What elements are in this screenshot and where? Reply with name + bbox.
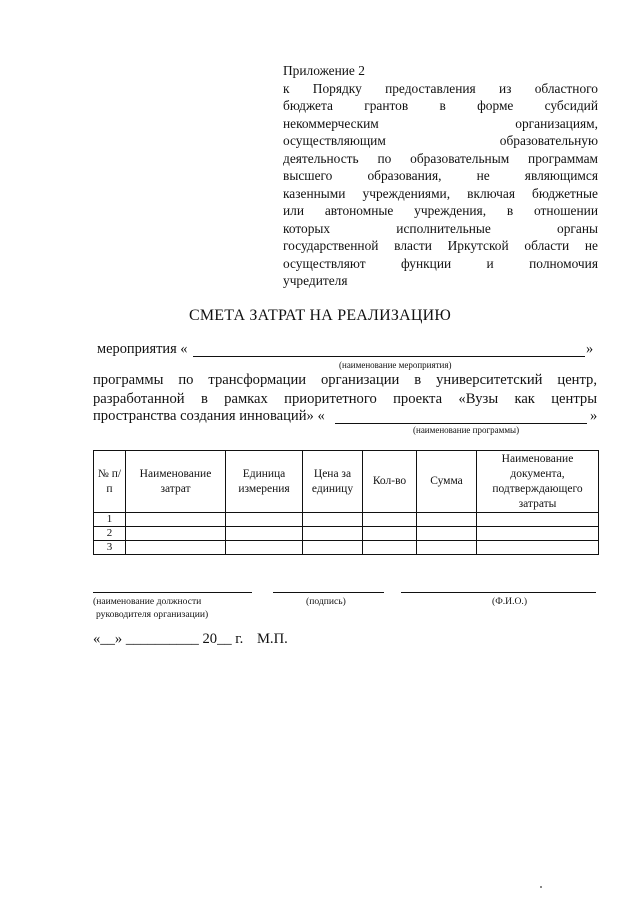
table-cell[interactable]: [303, 541, 363, 555]
signature-caption: (подпись): [306, 596, 346, 607]
annex-line: некоммерческим организациям,: [283, 115, 598, 131]
table-cell[interactable]: [477, 527, 599, 541]
signature-field[interactable]: [273, 592, 384, 593]
annex-line: государственной власти Иркутской области не: [283, 238, 598, 253]
table-header-row: [94, 451, 599, 513]
table-cell[interactable]: [363, 527, 417, 541]
table-cell[interactable]: [226, 541, 303, 555]
date-line: [93, 631, 288, 648]
table-cell[interactable]: [477, 513, 599, 527]
program-paragraph: [93, 371, 597, 408]
annex-line: осуществляют функции и полномочия: [283, 255, 598, 271]
event-prefix: мероприятия «: [97, 341, 188, 357]
position-caption: [93, 596, 208, 621]
date-year[interactable]: 20__ г.: [202, 631, 244, 647]
annex-header: [283, 62, 598, 290]
column-header-quantity: Кол-во: [363, 451, 417, 513]
full-name-caption: (Ф.И.О.): [492, 596, 528, 607]
annex-line: бюджета грантов в форме субсидий: [283, 98, 598, 113]
document-title: СМЕТА ЗАТРАТ НА РЕАЛИЗАЦИЮ: [189, 307, 451, 324]
column-header-unit: Единица измерения: [226, 451, 303, 513]
annex-line: учредителя: [283, 273, 348, 288]
table-cell[interactable]: [303, 513, 363, 527]
table-row: [94, 541, 599, 555]
program-line: разработанной в рамках приоритетного проекта «Вузы как центры: [93, 390, 597, 407]
column-header-unit-price: Цена за единицу: [303, 451, 363, 513]
annex-line: казенными учреждениями, включая бюджетные: [283, 185, 598, 201]
table-cell[interactable]: [303, 527, 363, 541]
date-day[interactable]: «__»: [93, 631, 123, 647]
row-number: 2: [94, 527, 126, 541]
annex-line: деятельность по образовательным программам: [283, 150, 598, 166]
row-number: 1: [94, 513, 126, 527]
table-cell[interactable]: [226, 527, 303, 541]
column-header-document: Наименование документа, подтверждающего затраты: [477, 451, 599, 513]
program-last-suffix: »: [590, 408, 598, 424]
table-cell[interactable]: [363, 541, 417, 555]
table-cell[interactable]: [363, 513, 417, 527]
event-name-field[interactable]: [193, 356, 585, 357]
annex-line: или автономные учреждения, в отношении: [283, 203, 598, 218]
table-cell[interactable]: [226, 513, 303, 527]
full-name-field[interactable]: [401, 592, 596, 593]
row-number: 3: [94, 541, 126, 555]
position-caption-line: (наименование должности: [93, 596, 202, 607]
table-cell[interactable]: [126, 513, 226, 527]
column-header-number: № п/п: [94, 451, 126, 513]
position-caption-line: руководителя организации): [96, 608, 209, 620]
scan-speck: [540, 886, 542, 888]
table-cell[interactable]: [417, 513, 477, 527]
event-caption: (наименование мероприятия): [339, 360, 452, 370]
table-cell[interactable]: [477, 541, 599, 555]
table-row: [94, 513, 599, 527]
table-cell[interactable]: [126, 527, 226, 541]
date-month[interactable]: __________: [125, 631, 199, 647]
stamp-place: М.П.: [256, 631, 288, 647]
program-line: программы по трансформации организации в университетский центр,: [93, 372, 597, 388]
table-cell[interactable]: [417, 527, 477, 541]
position-field[interactable]: [93, 592, 252, 593]
program-last-prefix: пространства создания инноваций» «: [93, 408, 325, 424]
program-caption: (наименование программы): [413, 425, 520, 435]
annex-line: которых исполнительные органы: [283, 220, 598, 236]
program-name-field[interactable]: [335, 423, 587, 424]
column-header-sum: Сумма: [417, 451, 477, 513]
cost-table: [93, 450, 599, 555]
column-header-expense-name: Наименование затрат: [126, 451, 226, 513]
table-cell[interactable]: [417, 541, 477, 555]
annex-line: осуществляющим образовательную: [283, 133, 598, 148]
table-cell[interactable]: [126, 541, 226, 555]
annex-line: к Порядку предоставления из областного: [283, 80, 598, 96]
event-suffix: »: [586, 341, 594, 357]
annex-line: высшего образования, не являющимся: [283, 168, 598, 183]
table-row: [94, 527, 599, 541]
annex-line: Приложение 2: [283, 63, 365, 78]
